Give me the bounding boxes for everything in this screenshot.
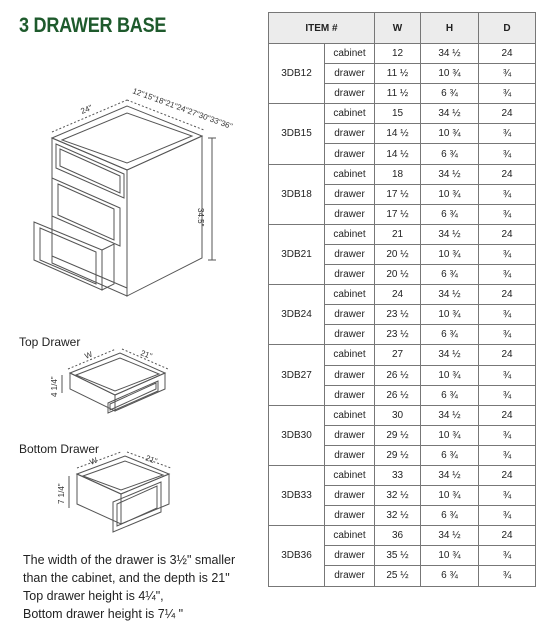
depth-cell: 24 <box>479 405 536 425</box>
height-cell: 6 ¾ <box>421 265 479 285</box>
depth-cell: ¾ <box>479 305 536 325</box>
cabinet-height-label: 34.5" <box>196 208 205 227</box>
depth-cell: ¾ <box>479 144 536 164</box>
height-cell: 10 ¾ <box>421 425 479 445</box>
width-cell: 14 ½ <box>375 144 421 164</box>
width-cell: 36 <box>375 526 421 546</box>
width-cell: 29 ½ <box>375 445 421 465</box>
cabinet-dimension-labels <box>22 78 234 303</box>
width-cell: 20 ½ <box>375 265 421 285</box>
part-cell: cabinet <box>325 465 375 485</box>
height-cell: 6 ¾ <box>421 566 479 586</box>
page-title: 3 DRAWER BASE <box>19 14 167 37</box>
part-cell: drawer <box>325 184 375 204</box>
height-cell: 10 ¾ <box>421 305 479 325</box>
width-cell: 29 ½ <box>375 425 421 445</box>
height-cell: 6 ¾ <box>421 445 479 465</box>
width-cell: 26 ½ <box>375 365 421 385</box>
depth-cell: 24 <box>479 345 536 365</box>
height-cell: 34 ½ <box>421 224 479 244</box>
note-line: Top drawer height is 4¼", <box>23 589 164 603</box>
part-cell: drawer <box>325 244 375 264</box>
cabinet-widths-label: 12"15"18"21"24"27"30"33"36" <box>131 86 234 132</box>
width-cell: 24 <box>375 285 421 305</box>
height-cell: 10 ¾ <box>421 184 479 204</box>
note-line: The width of the drawer is 3½" smaller <box>23 553 236 567</box>
drawer-notes <box>23 551 235 623</box>
header-d: D <box>479 13 536 44</box>
depth-cell: ¾ <box>479 365 536 385</box>
width-cell: 14 ½ <box>375 124 421 144</box>
width-cell: 11 ½ <box>375 84 421 104</box>
depth-cell: ¾ <box>479 124 536 144</box>
note-line: than the cabinet, and the depth is 21" <box>23 571 230 585</box>
depth-cell: 24 <box>479 44 536 64</box>
item-code-cell: 3DB30 <box>269 405 325 465</box>
height-cell: 10 ¾ <box>421 546 479 566</box>
width-cell: 21 <box>375 224 421 244</box>
height-cell: 34 ½ <box>421 345 479 365</box>
depth-cell: ¾ <box>479 546 536 566</box>
height-cell: 6 ¾ <box>421 325 479 345</box>
width-cell: 25 ½ <box>375 566 421 586</box>
width-cell: 26 ½ <box>375 385 421 405</box>
height-cell: 6 ¾ <box>421 506 479 526</box>
part-cell: drawer <box>325 325 375 345</box>
height-cell: 34 ½ <box>421 44 479 64</box>
bottom-drawer-width-label: W <box>88 455 99 467</box>
header-h: H <box>421 13 479 44</box>
part-cell: drawer <box>325 445 375 465</box>
height-cell: 10 ¾ <box>421 124 479 144</box>
part-cell: cabinet <box>325 44 375 64</box>
width-cell: 17 ½ <box>375 184 421 204</box>
top-drawer-width-label: W <box>83 349 94 361</box>
width-cell: 15 <box>375 104 421 124</box>
width-cell: 23 ½ <box>375 305 421 325</box>
part-cell: drawer <box>325 124 375 144</box>
top-drawer-drawing <box>50 345 180 425</box>
depth-cell: ¾ <box>479 445 536 465</box>
depth-cell: ¾ <box>479 506 536 526</box>
item-code-cell: 3DB12 <box>269 44 325 104</box>
table-row <box>269 285 536 305</box>
depth-cell: ¾ <box>479 84 536 104</box>
table-row <box>269 526 536 546</box>
depth-cell: 24 <box>479 526 536 546</box>
depth-cell: ¾ <box>479 265 536 285</box>
part-cell: cabinet <box>325 104 375 124</box>
part-cell: cabinet <box>325 526 375 546</box>
depth-cell: ¾ <box>479 64 536 84</box>
height-cell: 34 ½ <box>421 285 479 305</box>
part-cell: drawer <box>325 64 375 84</box>
height-cell: 6 ¾ <box>421 84 479 104</box>
depth-cell: ¾ <box>479 244 536 264</box>
table-row <box>269 465 536 485</box>
item-code-cell: 3DB15 <box>269 104 325 164</box>
spec-table <box>268 12 536 587</box>
part-cell: drawer <box>325 425 375 445</box>
table-row <box>269 44 536 64</box>
cabinet-depth-label: 24" <box>79 103 94 116</box>
part-cell: drawer <box>325 506 375 526</box>
item-code-cell: 3DB24 <box>269 285 325 345</box>
bottom-drawer-drawing <box>55 452 185 542</box>
bottom-drawer-label: Bottom Drawer <box>19 442 100 456</box>
depth-cell: 24 <box>479 164 536 184</box>
depth-cell: ¾ <box>479 425 536 445</box>
width-cell: 12 <box>375 44 421 64</box>
item-code-cell: 3DB18 <box>269 164 325 224</box>
depth-cell: ¾ <box>479 385 536 405</box>
width-cell: 20 ½ <box>375 244 421 264</box>
part-cell: cabinet <box>325 164 375 184</box>
top-drawer-height-label: 4 1/4" <box>50 376 59 397</box>
table-row <box>269 405 536 425</box>
top-drawer-label: Top Drawer <box>19 335 81 349</box>
header-item: ITEM # <box>269 13 375 44</box>
height-cell: 34 ½ <box>421 526 479 546</box>
part-cell: drawer <box>325 144 375 164</box>
bottom-drawer-height-label: 7 1/4" <box>57 483 66 504</box>
note-line: Bottom drawer height is 7¼ " <box>23 607 184 621</box>
height-cell: 34 ½ <box>421 465 479 485</box>
height-cell: 10 ¾ <box>421 365 479 385</box>
width-cell: 30 <box>375 405 421 425</box>
width-cell: 18 <box>375 164 421 184</box>
height-cell: 34 ½ <box>421 405 479 425</box>
depth-cell: ¾ <box>479 566 536 586</box>
width-cell: 17 ½ <box>375 204 421 224</box>
width-cell: 35 ½ <box>375 546 421 566</box>
height-cell: 6 ¾ <box>421 204 479 224</box>
item-code-cell: 3DB36 <box>269 526 325 586</box>
table-row <box>269 345 536 365</box>
item-code-cell: 3DB33 <box>269 465 325 525</box>
depth-cell: 24 <box>479 285 536 305</box>
item-code-cell: 3DB27 <box>269 345 325 405</box>
part-cell: drawer <box>325 305 375 325</box>
item-code-cell: 3DB21 <box>269 224 325 284</box>
depth-cell: ¾ <box>479 325 536 345</box>
height-cell: 10 ¾ <box>421 486 479 506</box>
part-cell: drawer <box>325 566 375 586</box>
header-w: W <box>375 13 421 44</box>
width-cell: 11 ½ <box>375 64 421 84</box>
part-cell: drawer <box>325 265 375 285</box>
part-cell: drawer <box>325 546 375 566</box>
table-body <box>269 44 536 587</box>
depth-cell: 24 <box>479 104 536 124</box>
bottom-drawer-depth-label: 21" <box>144 453 159 466</box>
height-cell: 6 ¾ <box>421 385 479 405</box>
height-cell: 34 ½ <box>421 164 479 184</box>
part-cell: cabinet <box>325 405 375 425</box>
height-cell: 10 ¾ <box>421 64 479 84</box>
top-drawer-depth-label: 21" <box>139 348 154 361</box>
height-cell: 34 ½ <box>421 104 479 124</box>
width-cell: 27 <box>375 345 421 365</box>
depth-cell: 24 <box>479 224 536 244</box>
height-cell: 6 ¾ <box>421 144 479 164</box>
depth-cell: 24 <box>479 465 536 485</box>
table-row <box>269 224 536 244</box>
depth-cell: ¾ <box>479 204 536 224</box>
depth-cell: ¾ <box>479 486 536 506</box>
table-header-row <box>269 13 536 44</box>
part-cell: drawer <box>325 365 375 385</box>
part-cell: drawer <box>325 204 375 224</box>
part-cell: drawer <box>325 385 375 405</box>
table-row <box>269 104 536 124</box>
width-cell: 23 ½ <box>375 325 421 345</box>
part-cell: cabinet <box>325 224 375 244</box>
part-cell: cabinet <box>325 285 375 305</box>
height-cell: 10 ¾ <box>421 244 479 264</box>
depth-cell: ¾ <box>479 184 536 204</box>
table-row <box>269 164 536 184</box>
width-cell: 32 ½ <box>375 506 421 526</box>
width-cell: 32 ½ <box>375 486 421 506</box>
width-cell: 33 <box>375 465 421 485</box>
part-cell: cabinet <box>325 345 375 365</box>
part-cell: drawer <box>325 486 375 506</box>
part-cell: drawer <box>325 84 375 104</box>
